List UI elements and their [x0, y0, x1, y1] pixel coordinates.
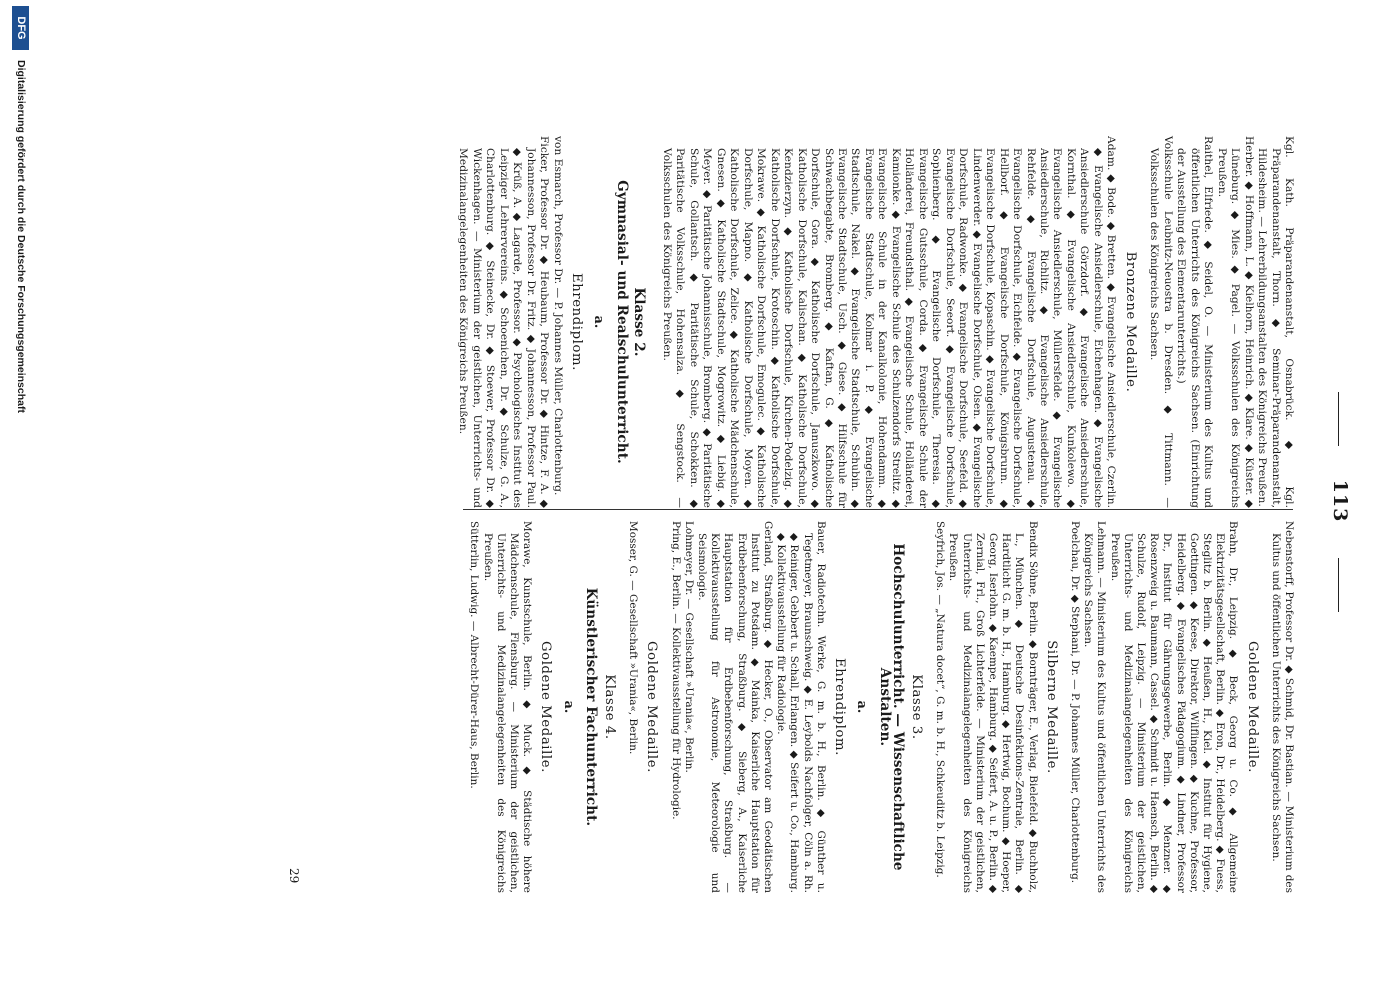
left-paragraph-4: Volksschule Leubnitz-Neuostra b. Dresden. ◆ Tittmann. — Volksschulen des Königreichs Sachsen.	[1148, 136, 1174, 508]
dfg-logo: DFG	[12, 6, 29, 50]
right-paragraph-3: Lehmann. — Ministerium des Kultus und öffentlichen Unterrichts des Königreichs Sachsen.	[1082, 521, 1108, 893]
right-paragraph-11: Mosser, G. — Gesellschaft »Urania«, Berlin.	[627, 521, 640, 755]
right-paragraph-7: Bauer, Radiotechn. Werke, G. m. b. H., Berlin. ◆ Günther u. Tegetmeyer, Braunschweig. ◆ E. Leybolds Nachfolger, Cöln a. Rh. ◆ Reiniger, Gebbert u. Schall, Erlangen. ◆ Seifert u. Co., Hamburg. ◆ Kollektivausstellung für Radiologie.	[775, 521, 827, 893]
heading-gold-medal-2: Goldene Medaille.	[644, 641, 660, 773]
heading-bronze-medal: Bronzene Medaille.	[1122, 251, 1138, 393]
header-rule-right	[1338, 558, 1339, 612]
heading-a-right: a.	[855, 700, 871, 714]
heading-klasse-2: Klasse 2.	[631, 287, 648, 357]
heading-klasse-4: Klasse 4.	[602, 674, 618, 740]
heading-ehrendiplom: Ehrendiplom.	[569, 273, 585, 371]
right-paragraph-6: Seyfrich, Jos. — „Natura docet“, G. m. b. H., Schkeuditz b. Leipzig.	[934, 521, 947, 878]
left-paragraph-2: Herber. ◆ Hoffmann, L. ◆ Kielhorn, Heinrich. ◆ Klare. ◆ Küster. ◆ Lüneburg. ◆ Mies. ◆ Pagel. — Volksschulen des Königreichs Preußen.	[1215, 136, 1255, 508]
right-paragraph-4: Poelchau, Dr. ◆ Stephani, Dr. — P. Johannes Müller, Charlottenburg.	[1068, 521, 1081, 884]
right-paragraph-12: Morawe, Kunstschule, Berlin. ◆ Muck. ◆ Städtische höhere Mädchenschule, Flensburg. — Ministerium der geistlichen, Unterrichts- und Medizinalangelegenheiten des Königreichs Preußen.	[481, 521, 534, 893]
heading-klasse-3: Klasse 3.	[908, 674, 924, 740]
heading-a: a.	[592, 315, 608, 329]
right-paragraph-1: Nebenstorff, Professor Dr. ◆ Schmid, Dr. Bastian. — Ministerium des Kultus und öffentlichen Unterrichts des Königreichs Sachsen.	[1269, 521, 1295, 893]
right-paragraph-8: Gerland, Straßburg. ◆ Hecker, O., Observator am Geodätischen Institut zu Potsdam. ◆ Mainka, Kaiserliche Hauptstation für Erdbebenforschung, Straßburg. ◆ Sieberg, A., Kaiserliche Hauptstation für Erdbebenforschung, Straßburg. — Kollektivausstellung für Astronomie, Meteorologie und Seismologie.	[696, 521, 775, 893]
left-paragraph-1: Kgl. Kath. Präparandenanstalt, Osnabrück. ◆ Kgl. Präparandenanstalt, Thorn. ◆ Seminar-Präparandenanstalt, Hildesheim. — Lehrerbildungsanstalten des Königreichs Preußen.	[1256, 136, 1295, 508]
right-paragraph-13: Sütterlin, Ludwig. — Albrecht-Dürer-Haus, Berlin.	[468, 521, 481, 789]
heading-gold-medal-3: Goldene Medaille.	[538, 641, 554, 773]
digitization-note: Digitalisierung gefördert durch die Deutsche Forschungsgemeinschaft	[15, 60, 27, 413]
left-paragraph-6: von Esmarch, Professor Dr. — P. Johannes Müller, Charlottenburg.	[551, 136, 564, 496]
scan-number: 29	[287, 868, 301, 884]
right-column	[467, 521, 1295, 893]
header-rule-left	[1338, 392, 1339, 446]
heading-kuenstlerisch: Künstlerischer Fachunterricht.	[582, 587, 599, 827]
column-divider	[463, 509, 1293, 510]
page-number: 113	[1329, 479, 1351, 523]
heading-ehrendiplom-right: Ehrendiplom.	[832, 658, 848, 756]
heading-a-right-2: a.	[561, 700, 577, 714]
heading-hochschul: Hochschulunterricht. — Wissenschaftliche Anstalten.	[876, 543, 906, 871]
left-paragraph-3: Raithel, Elfriede. ◆ Seidel, O. — Ministerium des Kultus und öffentlichen Unterrichts des Königreichs Sachsen. (Einrichtung der Ausstellung des Elementarunterrichts.)	[1175, 136, 1215, 508]
left-paragraph-5: Adam. ◆ Bode. ◆ Bretten. ◆ Evangelische Ansiedlerschule, Czerlin. ◆ Evangelische Ansiedlerschule, Eichenhagen. ◆ Evangelische Ansiedlerschule Görzdorf. ◆ Evangelische Ansiedlerschule, Kornthal. ◆ Evangelische Ansiedlerschule, Kunkolewo. ◆ Evangelische Ansiedlerschule, Müllersfelde. ◆ Evangelische Ansiedlerschule, Richlitz. ◆ Evangelische Ansiedlerschule, Rehfelde. ◆ Evangelische Dorfschule, Augustenau. ◆ Evangelische Dorfschule, Eichfelde. ◆ Evangelische Dorfschule, Hellborf. ◆ Evangelische Dorfschule, Königsbrunn. ◆ Evangelische Dorfschule, Kopaschin. ◆ Evangelische Dorfschule, Lindenwerder. ◆ Evangelische Dorfschule, Olsen. ◆ Evangelische Dorfschule, Radwonke. ◆ Evangelische Dorfschule, Seefeld. ◆ Evangelische Dorfschule, Seeort. ◆ Evangelische Dorfschule, Sophienberg. ◆ Evangelische Dorfschule, Theresia. ◆ Evangelische Gutsschule, Corda. ◆ Evangelische Schule der Holländerei, Freundsthal. ◆ Evangelische Schule, Holländerei, Kamionke. ◆ Evangelische Schule des Schulzendorfs Strelitz. ◆ Evangelische Schule in der Kanalkolonie, Hohendamm. ◆ Evangelische Stadtschule, Kolmar i. P. ◆ Evangelische Stadtschule, Nakel. ◆ Evangelische Stadtschule, Schubin. ◆ Evangelische Stadtschule, Usch. ◆ Giese. ◆ Hilfsschule für Schwachbegabte, Bromberg. ◆ Kaftan, G. ◆ Katholische Dorfschule, Gora. ◆ Katholische Dorfschule, Januszkowo. ◆ Katholische Dorfschule, Kalischan. ◆ Katholische Dorfschule, Kendzierzyn. ◆ Katholische Dorfschule, Kirchen-Podelzig. ◆ Katholische Dorfschule, Krotoschin. ◆ Katholische Dorfschule, Mokrawe. ◆ Katholische Dorfschule, Emogulec. ◆ Katholische Dorfschule, Mapno. ◆ Katholische Dorfschule, Moyen. ◆ Katholische Dorfschule, Zelice. ◆ Katholische Mädchenschule, Gnesen. ◆ Katholische Stadtschule, Mogrowitz. ◆ Liebig. ◆ Meyer. ◆ Paritätische Johannisschule, Bromberg. ◆ Paritätische Schule, Gollantsch. ◆ Paritätische Schule, Schokken. ◆ Paritätische Volksschule, Hohensalza. ◆ Sengstock. — Volksschulen des Königreichs Preußen.	[660, 136, 1118, 508]
right-paragraph-9: Lohmeyer, Dr. — Gesellschaft »Urania«, Berlin.	[682, 521, 695, 773]
heading-gymnasial: Gymnasial- und Realschulunterricht.	[613, 180, 630, 464]
left-column	[456, 136, 1295, 508]
right-paragraph-10: Pring, E., Berlin. — Kollektivausstellung für Hydrologie.	[669, 521, 682, 820]
right-paragraph-5: Bendix Söhne, Berlin. ◆ Bornträger, E., Verlag, Bielefeld. ◆ Buchholz, L., München. ◆ Deutsche Desinfektions-Zentrale, Berlin. ◆ Hardtlicht G. m. b. H., Hamburg. ◆ Hertwig, Bochum. ◆ Hoeper, Georg, Iserlohn. ◆ Kaempe, Hamburg. ◆ Seifert, A. u. P., Berlin. ◆ Zernial, Frl., Groß Lichterfelde. — Ministerium der geistlichen, Unterrichts- und Medizinalangelegenheiten des Königreichs Preußen.	[947, 521, 1039, 893]
right-paragraph-2: Brahn, Dr., Leipzig. ◆ Beck, Georg u. Co. ◆ Allgemeine Elektrizitätsgesellschaft, Berlin. ◆ Eron, Dr., Heidelberg. ◆ Fuess, Steglitz b. Berlin. ◆ Heußen, H., Kiel. ◆ Institut für Hygiene, Goettingen. ◆ Keese, Direktor, Wilflingen. ◆ Kuchne, Professor, Heidelberg. ◆ Evangelisches Pädagogium. ◆ Lindner, Professor Dr., Institut für Gährungsgewerbe, Berlin. ◆ Menzner. ◆ Rosenzweig u. Baumann, Cassel. ◆ Schmidt u. Haensch, Berlin. ◆ Schulze, Rudolf, Leipzig. — Ministerium der geistlichen, Unterrichts- und Medizinalangelegenheiten des Königreichs Preußen.	[1108, 521, 1240, 893]
heading-silver-medal: Silberne Medaille.	[1043, 640, 1059, 774]
heading-gold-medal: Goldene Medaille.	[1244, 641, 1260, 773]
left-paragraph-7: Ficker, Professor Dr. ◆ Heubaum, Professor Dr. ◆ Hintze, F. A. ◆ Johannesson, Professor Dr. Fritz. ◆ Johannesson, Professor Paul. ◆ Krüß, A. ◆ Lagarde, Professor. ◆ Psychologisches Institut des Leipziger Lehrervereins. ◆ Schoenichen, Dr. ◆ Schulze, G. A., Charlottenburg. ◆ Steinecke, Dr. ◆ Stoewer, Professor Dr. ◆ Wickenhagen. — Ministerium der geistlichen, Unterrichts- und Medizinalangelegenheiten des Königreichs Preußen.	[457, 136, 551, 508]
